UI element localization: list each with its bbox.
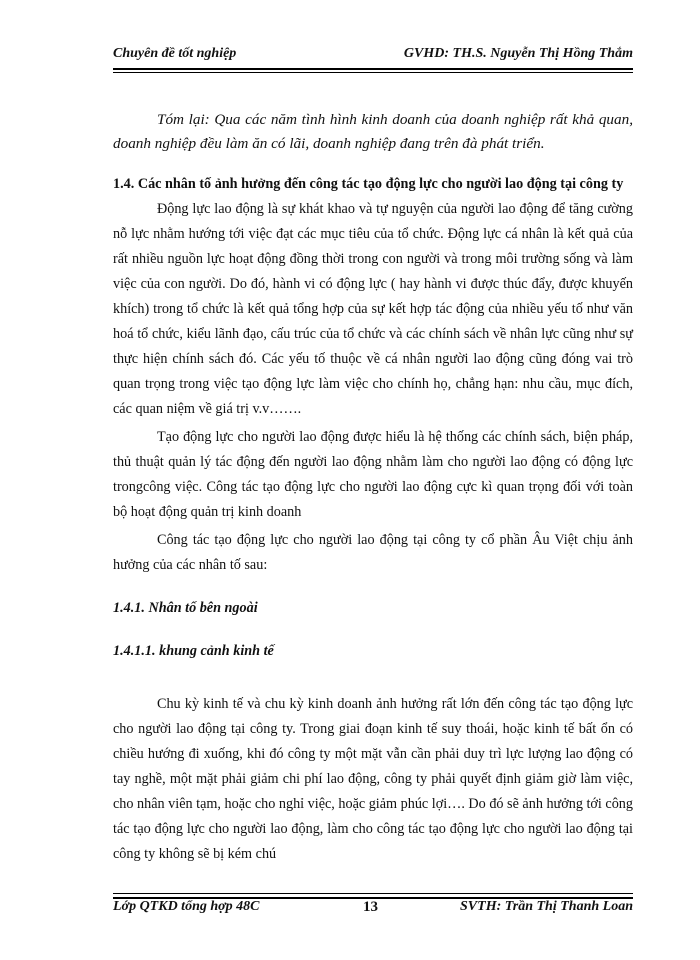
header-rule bbox=[113, 68, 633, 70]
footer-class: Lớp QTKD tổng hợp 48C bbox=[113, 899, 260, 914]
page-number: 13 bbox=[363, 899, 378, 915]
summary-paragraph: Tóm lại: Qua các năm tình hình kinh doanh của doanh nghiệp rất khả quan, doanh nghiệp đều làm ăn có lãi, doanh nghiệp đang trên đà phát triển. bbox=[113, 111, 633, 152]
section-heading-1-4-1-1: 1.4.1.1. khung cảnh kinh tế bbox=[113, 643, 274, 659]
paragraph-factors-intro: Công tác tạo động lực cho người lao động tại công ty cổ phần Âu Việt chịu ảnh hưởng của các nhân tố sau: bbox=[113, 532, 633, 573]
page-footer bbox=[113, 899, 633, 921]
header-rule-thin bbox=[113, 72, 633, 73]
page-body bbox=[113, 108, 633, 867]
page-header bbox=[113, 46, 633, 68]
section-heading-1-4: 1.4. Các nhân tố ảnh hưởng đến công tác tạo động lực cho người lao động tại công ty bbox=[113, 176, 624, 192]
footer-student: SVTH: Trần Thị Thanh Loan bbox=[460, 899, 633, 914]
header-document-type: Chuyên đề tốt nghiệp bbox=[113, 46, 237, 61]
paragraph-motivation-definition: Động lực lao động là sự khát khao và tự nguyện của người lao động để tăng cường nỗ lực nhằm hướng tới việc đạt các mục tiêu của tổ chức. Động lực cá nhân là kết quả của rất nhiều nguồn lực hoạt động đồng thời trong con người và trong môi trường sống và làm việc của con người. Do đó, hành vi có động lực ( hay hành vi được thúc đẩy, được khuyến khích) trong tổ chức là kết quả tổng hợp của sự kết hợp tác động của nhiều yếu tố như văn hoá tổ chức, kiểu lãnh đạo, cấu trúc của tổ chức và các chính sách về nhân lực cũng như sự thực hiện chính sách đó. Các yếu tố thuộc về cá nhân người lao động cũng đóng vai trò quan trọng trong việc tạo động lực làm việc cho chính họ, chẳng hạn: nhu cầu, mục đích, các quan niệm về giá trị v.v……. bbox=[113, 201, 633, 417]
section-heading-1-4-1: 1.4.1. Nhân tố bên ngoài bbox=[113, 600, 258, 616]
footer-rule-thin bbox=[113, 893, 633, 894]
header-supervisor: GVHD: TH.S. Nguyễn Thị Hồng Thắm bbox=[403, 46, 633, 61]
paragraph-creating-motivation: Tạo động lực cho người lao động được hiểu là hệ thống các chính sách, biện pháp, thủ thuật quản lý tác động đến người lao động nhằm làm cho người lao động có động lực trongcông việc. Công tác tạo động lực cho người lao động cực kì quan trọng đối với toàn bộ hoạt động quản trị kinh doanh bbox=[113, 429, 633, 520]
paragraph-economic-context: Chu kỳ kinh tế và chu kỳ kinh doanh ảnh hưởng rất lớn đến công tác tạo động lực cho người lao động tại công ty. Trong giai đoạn kinh tế suy thoái, hoặc kinh tế bất ổn có chiều hướng đi xuống, khi đó công ty một mặt vẫn cần phải duy trì lực lượng lao động có tay nghề, một mặt phải giảm chi phí lao động, công ty phải quyết định giảm giờ làm việc, cho nhân viên tạm, hoặc cho nghỉ việc, hoặc giảm phúc lợi…. Do đó sẽ ảnh hưởng tới công tác tạo động lực cho người lao động, làm cho công tác tạo động lực cho người lao động tại công ty không sẽ bị kém chú bbox=[113, 696, 633, 862]
